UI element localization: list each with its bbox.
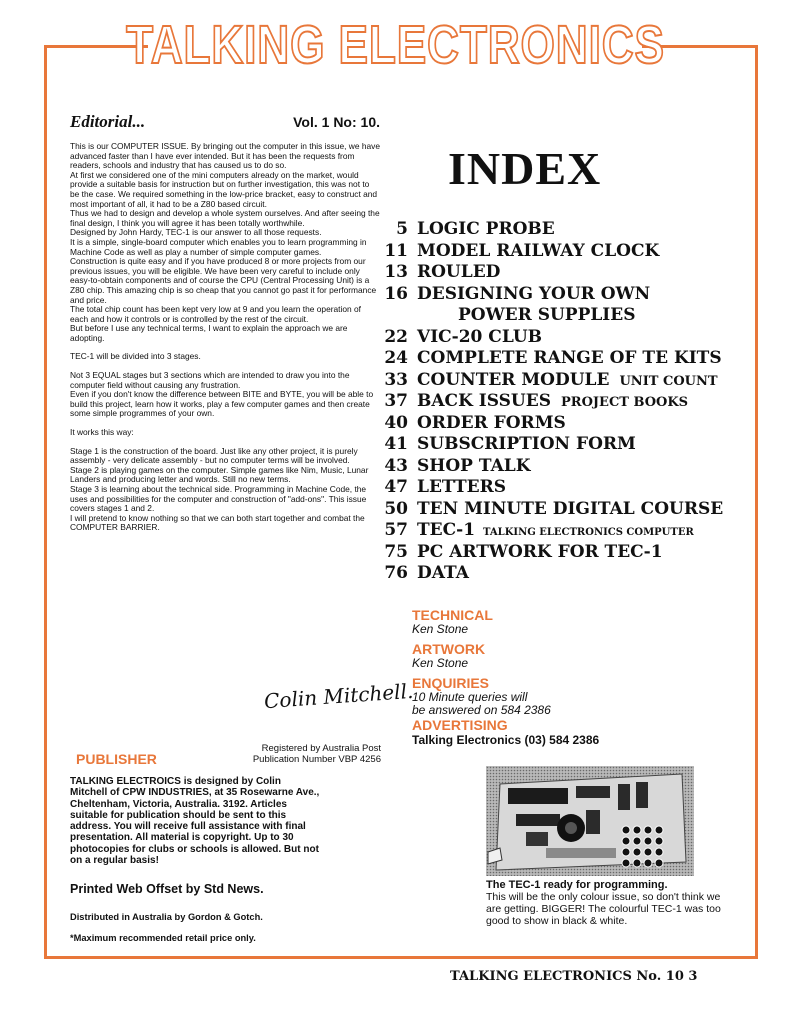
editorial-paragraph: Thus we had to design and develop a whole system ourselves. And after seeing the final design, I think you will agree it has been totally worthwhile.	[70, 208, 380, 228]
caption-headline: The TEC-1 ready for programming.	[486, 879, 668, 891]
index-page: 22	[384, 326, 408, 347]
index-title-text: MODEL RAILWAY CLOCK	[417, 240, 660, 261]
index-item	[378, 413, 748, 435]
editorial-paragraph: I will pretend to know nothing so that we can both start together and combat the COMPUTER BARRIER.	[70, 512, 365, 533]
index-item	[378, 219, 748, 241]
index-title-text: LOGIC PROBE	[417, 219, 555, 239]
editorial-header	[70, 112, 380, 132]
editorial-paragraph: The total chip count has been kept very low at 9 and you learn the operation of each and how it controls or is controlled by the rest of the circuit.	[70, 304, 361, 324]
editorial-paragraph: Stage 1 is the construction of the board. Just like any other project, it is purely assembly - very delicate assembly - but no computer terms will be involved.	[70, 445, 358, 466]
editorial-paragraph: Construction is quite easy and if you have produced 8 or more projects from our previous issues, you will be eligible. We have been very careful to include only easy-to-obtain components and of course the CPU (Central Processing Unit) is a Z80 chip. This amazing chip is so cheap that you cannot go past it for performance and price.	[70, 256, 377, 305]
tec1-photo	[486, 766, 694, 876]
editorial-paragraph: Stage 2 is playing games on the computer. Simple games like Nim, Music, Lunar Landers and producing letter and words. Still no new terms.	[70, 464, 369, 485]
editorial-title: Editorial...	[70, 112, 146, 131]
index-item	[378, 563, 748, 585]
signature: Colin Mitchell.	[263, 678, 415, 714]
editorial-paragraph: Stage 3 is learning about the technical side. Programming in Machine Code, the uses and possibilities for the computer and construction of "add-ons". This issue covers stages 1 and 2.	[70, 484, 367, 514]
credits	[412, 607, 732, 747]
index-extra: TALKING ELECTRONICS COMPUTER	[483, 527, 694, 538]
index-item	[378, 456, 748, 478]
enquiries-line: be answered on 584 2386	[412, 703, 551, 717]
index-page: 57	[384, 520, 408, 540]
editorial-paragraph: Even if you don't know the difference between BITE and BYTE, you will be able to build this project, learn how it works, play a few computer games and then create some simple programmes of your own.	[70, 389, 374, 419]
index-title-text	[417, 391, 688, 414]
index-main: BACK ISSUES	[417, 391, 551, 411]
index-page: 76	[384, 563, 408, 583]
index-title-text: SHOP TALK	[417, 455, 531, 476]
artwork-heading: ARTWORK	[412, 641, 486, 657]
publisher-body: TALKING ELECTROICS is designed by Colin Mitchell of CPW INDUSTRIES, at 35 Rosewarne Ave., Cheltenham, Victoria, Australia. 3192. Articles suitable for publication should be sent to this address. You will receive full assistance with final presentation. All material is copyright. Up to 30 photocopies for clubs or schools is allowed. But not on a regular basis!	[70, 776, 320, 867]
registration-line: Publication Number VBP 4256	[252, 754, 381, 765]
index-main: TEC-1	[417, 520, 476, 540]
editorial-paragraph: But before I use any technical terms, I want to explain the approach we are adopting.	[70, 323, 348, 343]
index-title-text: SUBSCRIPTION FORM	[417, 434, 636, 454]
advertising-heading: ADVERTISING	[412, 717, 508, 733]
index-page: 40	[384, 412, 408, 433]
index-page: 75	[384, 541, 408, 562]
advertising-value: Talking Electronics (03) 584 2386	[412, 733, 600, 747]
index-item	[378, 520, 748, 542]
technical-name: Ken Stone	[412, 622, 469, 636]
index-item	[378, 348, 748, 370]
editorial-paragraph: It is a simple, single-board computer which enables you to learn programming in Machine Code as well as play a number of simple computer games.	[70, 236, 367, 257]
index-page: 5	[396, 219, 408, 239]
tec1-board-image	[486, 766, 694, 876]
index-item	[378, 241, 748, 263]
index-main: COUNTER MODULE	[417, 369, 610, 390]
index-title-text: POWER SUPPLIES	[458, 305, 636, 325]
enquiries-heading: ENQUIRIES	[412, 675, 490, 691]
index-page: 16	[384, 283, 408, 304]
index-title-text: TEN MINUTE DIGITAL COURSE	[417, 498, 724, 519]
index-title-text: ORDER FORMS	[417, 412, 566, 433]
index-item	[378, 499, 748, 521]
index-title-text: DATA	[417, 563, 469, 583]
price-note: *Maximum recommended retail price only.	[70, 933, 256, 943]
index-page: 13	[384, 262, 408, 282]
editorial-paragraph: At first we considered one of the mini computers already on the market, would provide a suitable basis for instruction but on further investigation, this was not to be the case. We required something in the low-price bracket, easy to construct and most important of all, it had to be a Z80 based circuit.	[70, 169, 378, 209]
index-page: 24	[384, 348, 408, 368]
distributed-by: Distributed in Australia by Gordon & Gotch.	[70, 912, 263, 922]
index-item	[378, 284, 748, 306]
enquiries-line: 10 Minute queries will	[412, 690, 528, 704]
editorial-paragraph: It works this way:	[70, 427, 134, 438]
index-page: 37	[384, 391, 408, 411]
index-list	[378, 219, 748, 585]
registration-info	[226, 743, 381, 765]
printed-by: Printed Web Offset by Std News.	[70, 882, 264, 896]
index-item	[378, 391, 748, 413]
index-title-text	[417, 520, 694, 544]
index-item	[378, 305, 748, 327]
index-item	[378, 477, 748, 499]
index-title-text	[417, 370, 718, 393]
editorial-paragraph: Designed by John Hardy, TEC-1 is our answer to all those requests.	[70, 227, 322, 238]
photo-caption	[486, 879, 731, 927]
index-title-text: DESIGNING YOUR OWN	[417, 283, 651, 304]
index-title-text: LETTERS	[417, 477, 506, 497]
index-page: 11	[384, 240, 408, 261]
technical-heading: TECHNICAL	[412, 607, 493, 623]
index-page: 43	[384, 455, 408, 476]
registration-line: Registered by Australia Post	[261, 743, 381, 754]
index-item	[378, 327, 748, 349]
index-page: 50	[384, 498, 408, 519]
index-item	[378, 434, 748, 456]
index-extra: UNIT COUNT	[619, 373, 718, 389]
editorial	[70, 112, 380, 533]
editorial-paragraph: This is our COMPUTER ISSUE. By bringing out the computer in this issue, we have advanced faster than I have ever intended. But it has been the requests from readers, schools and industry that has caused us to do so.	[70, 141, 380, 171]
editorial-paragraph: Not 3 EQUAL stages but 3 sections which are intended to draw you into the computer field without causing any frustration.	[70, 370, 350, 390]
index-item	[378, 262, 748, 284]
index-item	[378, 370, 748, 392]
page-footer: TALKING ELECTRONICS No. 10 3	[450, 969, 698, 984]
index-title: INDEX	[448, 143, 602, 194]
masthead-title: TALKING ELECTRONICS	[125, 15, 665, 75]
artwork-name: Ken Stone	[412, 656, 469, 670]
index-extra: PROJECT BOOKS	[560, 395, 689, 410]
editorial-body	[70, 142, 380, 533]
index-title-text: ROULED	[417, 262, 501, 282]
caption-text: This will be the only colour issue, so don't think we are getting. BIGGER! The colourful TEC-1 was too good to show in black & white.	[486, 891, 721, 927]
index-item	[378, 542, 748, 564]
index-page: 41	[384, 434, 408, 454]
index-title-text: COMPLETE RANGE OF TE KITS	[417, 348, 722, 368]
index-title-text: VIC-20 CLUB	[417, 326, 543, 347]
masthead	[125, 10, 665, 80]
publisher-heading: PUBLISHER	[76, 751, 157, 767]
index-title-text: PC ARTWORK FOR TEC-1	[417, 541, 663, 562]
editorial-paragraph: TEC-1 will be divided into 3 stages.	[70, 351, 201, 362]
volume-number: Vol. 1 No: 10.	[293, 114, 380, 130]
index-page: 47	[384, 477, 408, 497]
index-page: 33	[384, 369, 408, 390]
